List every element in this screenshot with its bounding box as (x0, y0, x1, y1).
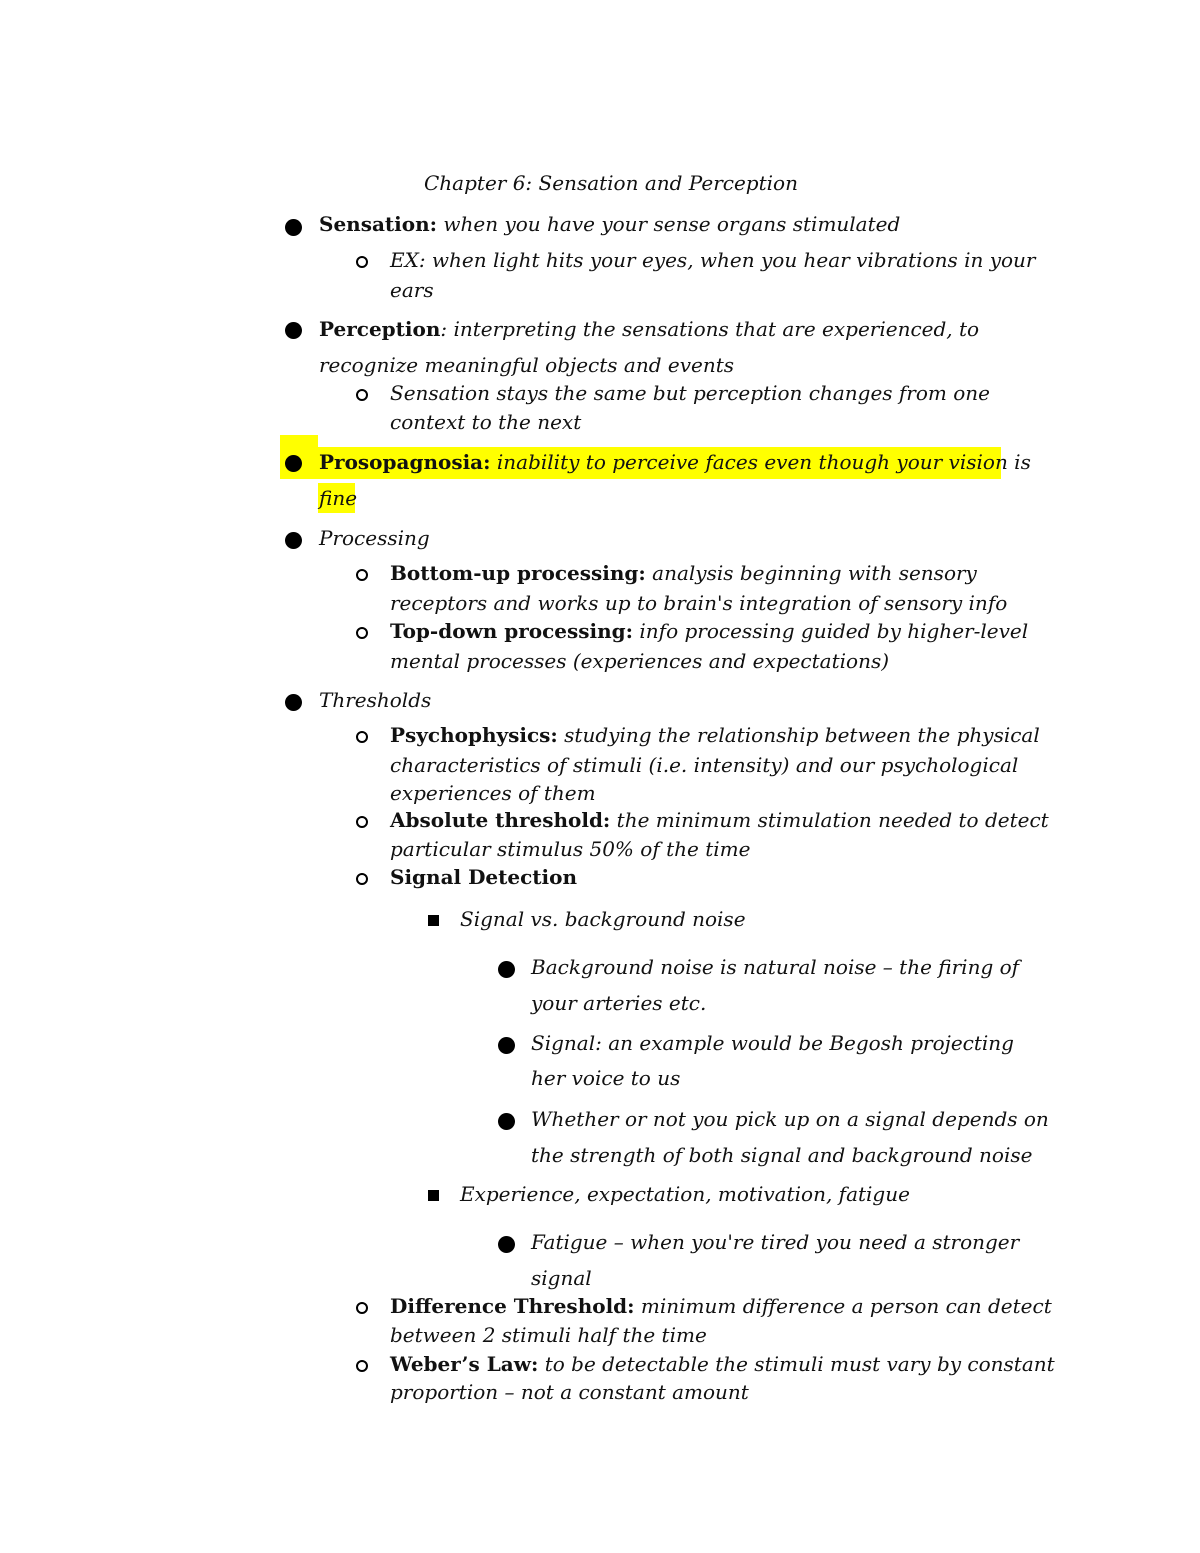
perception-note-cont: context to the next (390, 410, 582, 434)
webers-law-definition-cont: proportion – not a constant amount (390, 1380, 749, 1404)
bullet-circle-icon (356, 1302, 368, 1314)
bottom-up-item (390, 559, 977, 587)
signal-note-cont: her voice to us (531, 1066, 681, 1090)
difference-threshold-definition: minimum difference a person can detect (634, 1294, 1052, 1318)
bullet-circle-icon (356, 256, 368, 268)
bullet-disc-icon (498, 1113, 515, 1130)
fatigue-note: Fatigue – when you're tired you need a stronger (531, 1230, 1020, 1254)
absolute-threshold-item (390, 806, 1049, 834)
absolute-threshold-definition: the minimum stimulation needed to detect (610, 808, 1049, 832)
absolute-threshold-term: Absolute threshold: (390, 808, 611, 832)
top-down-term: Top-down processing: (390, 619, 634, 643)
psychophysics-definition-cont: experiences of them (390, 781, 596, 805)
bullet-circle-icon (356, 816, 368, 828)
sensation-example: EX: when light hits your eyes, when you hear vibrations in your (390, 248, 1036, 272)
bottom-up-term: Bottom-up processing: (390, 561, 646, 585)
sensation-example-cont: ears (390, 278, 434, 302)
psychophysics-term: Psychophysics: (390, 723, 558, 747)
difference-threshold-term: Difference Threshold: (390, 1294, 635, 1318)
sensation-item (319, 210, 900, 238)
bullet-circle-icon (356, 731, 368, 743)
top-down-definition: info processing guided by higher-level (633, 619, 1029, 643)
bullet-disc-icon (498, 1037, 515, 1054)
perception-item (319, 315, 979, 343)
signal-note: Signal: an example would be Begosh projecting (531, 1031, 1014, 1055)
page-title: Chapter 6: Sensation and Perception (424, 171, 798, 195)
processing-heading: Processing (319, 526, 430, 550)
absolute-threshold-definition-cont: particular stimulus 50% of the time (390, 837, 751, 861)
signal-detection-heading: Signal Detection (390, 865, 578, 889)
bullet-circle-icon (356, 627, 368, 639)
bullet-disc-icon (285, 694, 302, 711)
webers-law-definition: to be detectable the stimuli must vary by constant (538, 1352, 1055, 1376)
bullet-disc-icon (285, 455, 302, 472)
webers-law-term: Weber’s Law: (390, 1352, 539, 1376)
prosopagnosia-item (319, 448, 1031, 476)
webers-law-item (390, 1350, 1055, 1378)
sensation-term: Sensation: (319, 212, 438, 236)
bottom-up-definition-cont: receptors and works up to brain's integration of sensory info (390, 591, 1008, 615)
bullet-square-icon (428, 915, 439, 926)
bullet-disc-icon (285, 532, 302, 549)
psychophysics-item (390, 721, 1040, 749)
psychophysics-definition: studying the relationship between the physical (557, 723, 1040, 747)
difference-threshold-item (390, 1292, 1052, 1320)
prosopagnosia-term: Prosopagnosia: (319, 450, 491, 474)
factors-note: Experience, expectation, motivation, fatigue (460, 1182, 910, 1206)
bullet-disc-icon (285, 219, 302, 236)
top-down-definition-cont: mental processes (experiences and expectations) (390, 649, 890, 673)
sensation-definition: when you have your sense organs stimulated (437, 212, 901, 236)
bullet-disc-icon (285, 322, 302, 339)
perception-definition-cont: recognize meaningful objects and events (319, 353, 735, 377)
bullet-disc-icon (498, 1236, 515, 1253)
bullet-disc-icon (498, 961, 515, 978)
pickup-note-cont: the strength of both signal and background noise (531, 1143, 1033, 1167)
bullet-circle-icon (356, 389, 368, 401)
bullet-circle-icon (356, 569, 368, 581)
prosopagnosia-definition-cont: fine (319, 486, 358, 510)
perception-term: Perception (319, 317, 441, 341)
psychophysics-definition-cont: characteristics of stimuli (i.e. intensity) and our psychological (390, 753, 1019, 777)
bullet-circle-icon (356, 1360, 368, 1372)
perception-definition: : interpreting the sensations that are experienced, to (440, 317, 980, 341)
bottom-up-definition: analysis beginning with sensory (645, 561, 977, 585)
noise-note: Background noise is natural noise – the firing of (531, 955, 1020, 979)
top-down-item (390, 617, 1028, 645)
fatigue-note-cont: signal (531, 1266, 592, 1290)
bullet-circle-icon (356, 873, 368, 885)
noise-note-cont: your arteries etc. (531, 991, 707, 1015)
perception-note: Sensation stays the same but perception changes from one (390, 381, 990, 405)
difference-threshold-definition-cont: between 2 stimuli half the time (390, 1323, 707, 1347)
pickup-note: Whether or not you pick up on a signal depends on (531, 1107, 1049, 1131)
thresholds-heading: Thresholds (319, 688, 432, 712)
prosopagnosia-definition: inability to perceive faces even though your vision is (490, 450, 1031, 474)
signal-vs-noise: Signal vs. background noise (460, 907, 746, 931)
bullet-square-icon (428, 1190, 439, 1201)
